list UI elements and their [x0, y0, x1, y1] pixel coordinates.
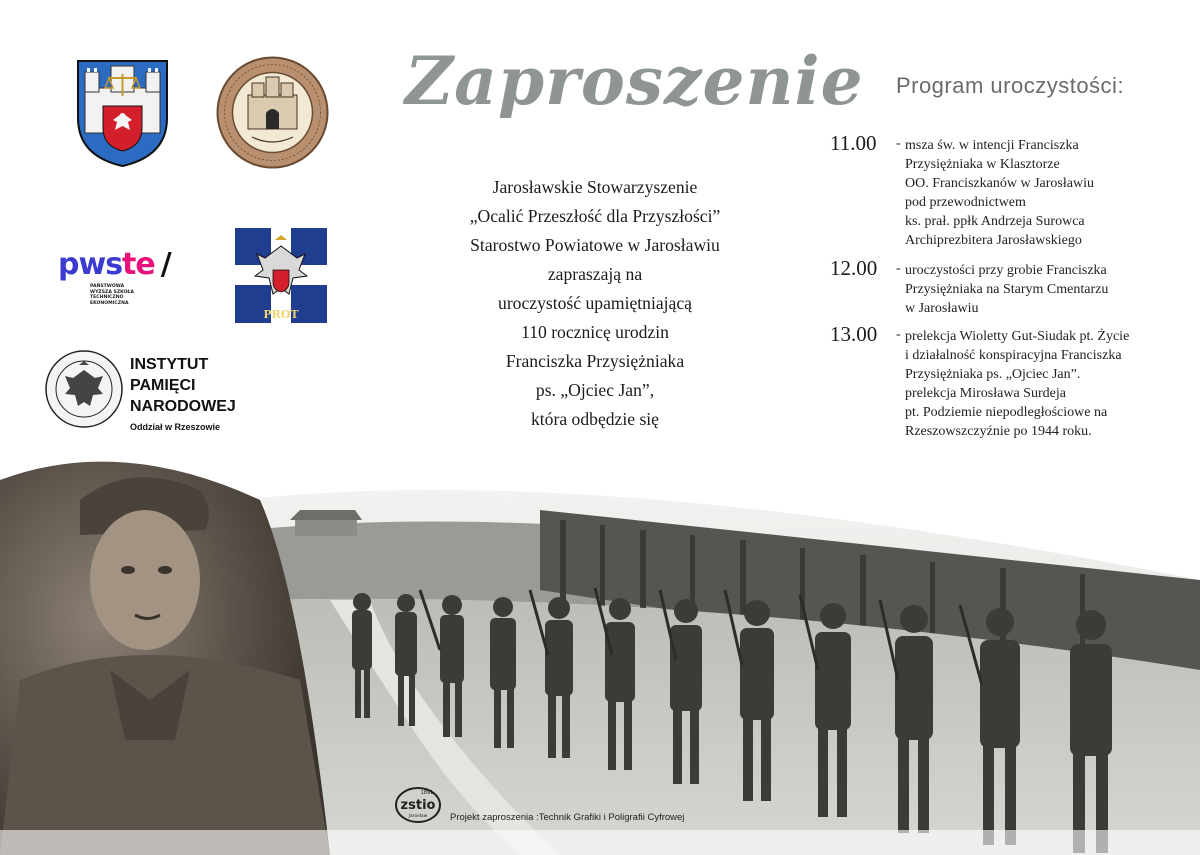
footer-credit: Projekt zaproszenia :Technik Grafiki i Poligrafii Cyfrowej: [450, 812, 685, 823]
program-line: prelekcja Wioletty Gut-Siudak pt. Życie: [905, 329, 1130, 344]
ipn-sub: Oddział w Rzeszowie: [130, 422, 221, 432]
program-line: prelekcja Mirosława Surdeja: [905, 386, 1066, 401]
center-line-3: Starostwo Powiatowe w Jarosławiu: [470, 235, 720, 255]
program-line: Przysiężniaka ps. „Ojciec Jan”.: [905, 367, 1081, 382]
program-line: Przysiężniaka na Starym Cmentarzu: [905, 282, 1109, 297]
program-item: [830, 256, 1170, 321]
program-line: w Jarosławiu: [905, 301, 979, 316]
center-line-2: „Ocalić Przeszłość dla Przyszłości”: [469, 206, 721, 226]
zstio-logo-icon: [393, 785, 443, 825]
center-line-1: Jarosławskie Stowarzyszenie: [492, 177, 698, 197]
program-item: [830, 131, 1170, 251]
program-line: Przysiężniaka w Klasztorze: [905, 157, 1060, 172]
ipn-eagle-seal-icon: [43, 348, 125, 430]
program-line: pod przewodnictwem: [905, 195, 1026, 210]
program-dash: -: [896, 136, 901, 151]
center-line-5: uroczystość upamiętniającą: [498, 293, 692, 313]
program-title: Program uroczystości:: [895, 73, 1125, 98]
program-line: OO. Franciszkanów w Jarosławiu: [905, 176, 1094, 191]
program-time: 12.00: [830, 256, 878, 280]
program-line: Rzeszowszczyźnie po 1944 roku.: [905, 424, 1092, 439]
page-title: Zaproszenie: [405, 42, 864, 120]
program-line: ks. prał. ppłk Andrzeja Surowca: [905, 214, 1085, 229]
ipn-line-1: INSTYTUT: [130, 356, 209, 373]
program-dash: -: [896, 261, 901, 276]
program-time: 11.00: [830, 131, 877, 155]
center-line-6: 110 rocznicę urodzin: [521, 322, 669, 342]
program-dash: -: [896, 327, 901, 342]
program-time: 13.00: [830, 322, 878, 346]
association-seal-icon: [210, 55, 335, 170]
invitation-text: [430, 173, 760, 463]
program-line: pt. Podziemie niepodległościowe na: [905, 405, 1108, 420]
program-line: i działalność konspiracyjna Franciszka: [905, 348, 1122, 363]
ipn-line-2: PAMIĘCI: [130, 377, 196, 394]
jaroslaw-coat-of-arms-icon: [75, 58, 170, 168]
program-line: msza św. w intencji Franciszka: [905, 138, 1079, 153]
pwste-logo: pwste / PAŃSTWOWA WYŻSZA SZKOŁA TECHNICZNO EKONOMICZNA: [58, 248, 178, 318]
program-item: [830, 322, 1170, 442]
ipn-line-3: NARODOWEJ: [130, 398, 236, 415]
zstio-logo-year: 1891: [420, 790, 434, 796]
prot-label: PROT: [263, 308, 299, 321]
program-line: uroczystości przy grobie Franciszka: [905, 263, 1107, 278]
zstio-logo-sub: Jarosław: [408, 814, 428, 819]
program-line: Archiprezbitera Jarosławskiego: [905, 233, 1082, 248]
center-line-8: ps. „Ojciec Jan”,: [535, 380, 655, 400]
prot-cross-logo-icon: [235, 228, 327, 323]
historical-photo: [0, 440, 1200, 855]
pwste-sub-1: PAŃSTWOWA: [90, 284, 125, 289]
zstio-logo-text: zstio: [400, 798, 436, 813]
center-line-4: zapraszają na: [547, 264, 643, 284]
center-line-9: która odbędzie się: [531, 409, 659, 429]
pwste-sub-2: WYŻSZA SZKOŁA: [90, 289, 134, 295]
center-line-7: Franciszka Przysiężniaka: [505, 351, 685, 371]
pwste-sub-3: TECHNICZNO: [90, 295, 124, 301]
pwste-sub-4: EKONOMICZNA: [90, 300, 129, 306]
ipn-logo: [43, 348, 243, 433]
